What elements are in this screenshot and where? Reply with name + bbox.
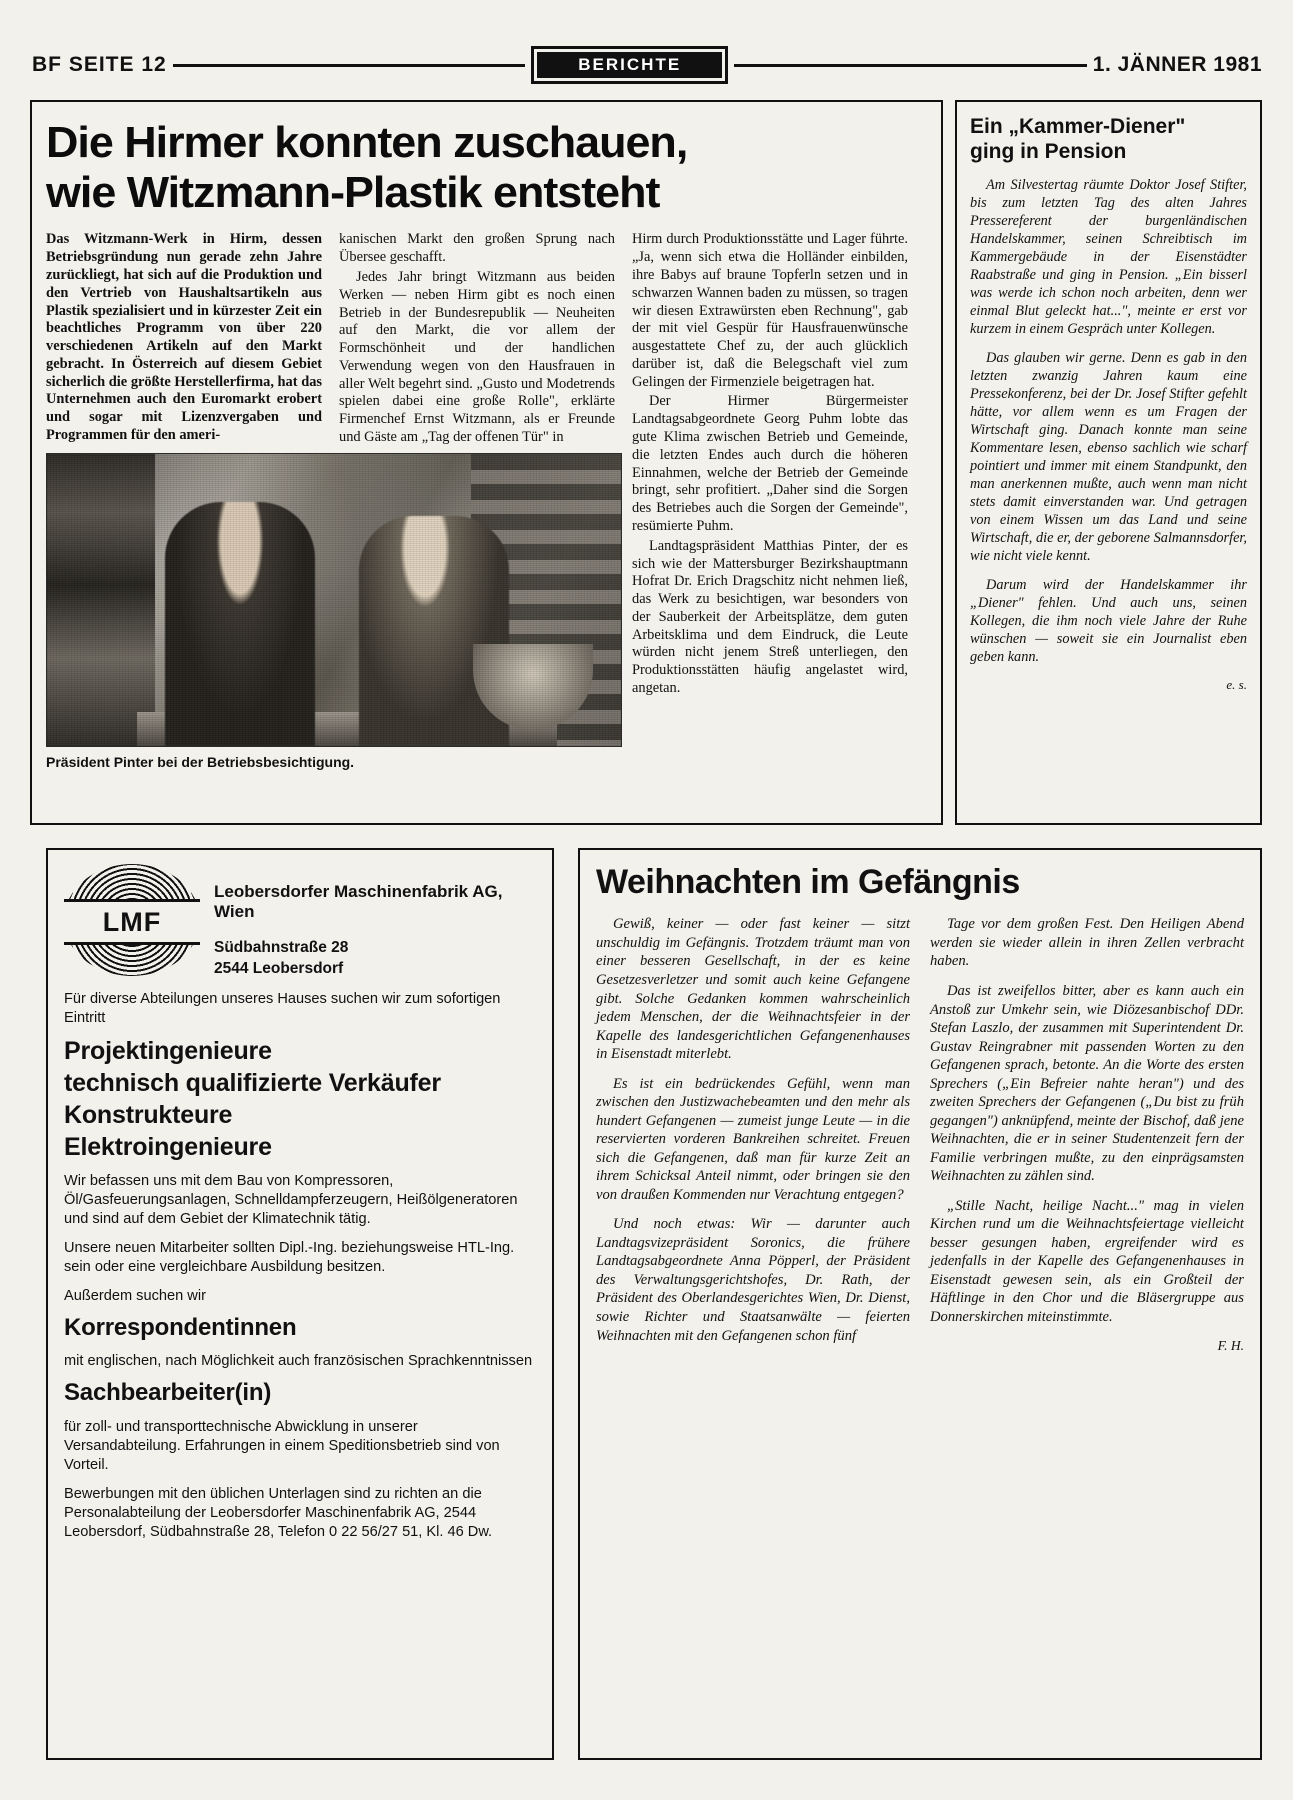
factory-visit-photo [46,453,622,747]
article-photo-block [46,453,620,770]
photo-grain-overlay [47,454,621,746]
ad-paragraph-3: Außerdem suchen wir [64,1287,206,1304]
job-title-projektingenieure: Projektingenieure [64,1036,272,1065]
paragraph: kanischen Markt den großen Sprung nach Übersee geschafft. [339,231,615,266]
ad-paragraph-6: Bewerbungen mit den üblichen Unterlagen sind zu richten an die Personalabteilung der Leobersdorfer Maschinenfabrik AG, 2544 Leobersdorf, Südbahnstraße 28, Telefon 0 22 56/27 51, Kl. 46 Dw. [64,1486,493,1540]
author-signature: F. H. [1217,1337,1244,1353]
ad-intro: Für diverse Abteilungen unseres Hauses suchen wir zum sofortigen Eintritt [64,990,501,1026]
paragraph: Das Witzmann-Werk in Hirm, dessen Betriebsgründung nun gerade zehn Jahre zurückliegt, hat sich auf die Produktion und den Vertrieb von Haushaltsartikeln aus Plastik spezialisiert und in kürzester Zeit ein beachtliches Programm von über 220 verschiedenen Artikeln auf den Markt gebracht. In Österreich auf diesem Gebiet sicherlich die größte Herstellerfirma, hat das Unternehmen auch den Euromarkt erobert und sogar mit Lizenzvergaben und Programmen für den ameri- [46,231,322,444]
photo-caption: Präsident Pinter bei der Betriebsbesichtigung. [46,753,355,770]
paragraph: Das glauben wir gerne. Denn es gab in den letzten zwanzig Jahren kaum eine Pressekonferenz, bei der Dr. Josef Stifter gefehlt hätte, vor allem wenn es um Fragen der Wirtschaft ging. Danach konnte man seine Kommentare lesen, ebenso sachlich wie scharf pointiert und immer mit einem Standpunkt, den man anerkennen mußte, auch wenn man nicht stets damit einverstanden war. Und getragen von einem Wissen um das Land und seine Wirtschaft, die er, der geborene Salmannsdorfer, wie nicht viele kennt. [970,350,1247,565]
column-1 [596,915,910,1356]
column-3 [632,231,908,769]
masthead-rule-left [173,64,526,67]
ad-paragraph-4: mit englischen, nach Möglichkeit auch französischen Sprachkenntnissen [64,1353,533,1370]
author-signature: e. s. [1226,677,1247,693]
article-weihnachten-columns [596,915,1244,1356]
company-name: Leobersdorfer Maschinenfabrik AG, Wien [214,882,503,921]
job-title-verkaeufer: technisch qualifizierte Verkäufer [64,1068,441,1097]
paragraph: Am Silvestertag räumte Doktor Josef Stifter, bis zum letzten Tag des alten Jahres Pressereferent der burgenländischen Handelskammer, seinen Schreibtisch im Kammergebäude in der Eisenstädter Raabstraße und ging in Pension. „Ein bisserl was werde ich schon noch arbeiten, denn wer einmal Blut geleckt hat...", meinte er erst vor kurzem in einem Gespräch unter Kollegen. [970,177,1247,338]
paragraph: Es ist ein bedrückendes Gefühl, wenn man zwischen den Justizwachebeamten und den mehr als hundert Gefangenen — zumeist junge Leute — in die reservierten vorderen Bankreihen schreitet. Freuen sich die Gefangenen, daß man für kurze Zeit an ihrem Schicksal Anteil nimmt, oder bringen sie den von draußen Kommenden nur Verachtung entgegen? [596,1075,910,1203]
paragraph: Gewiß, keiner — oder fast keiner — sitzt unschuldig im Gefängnis. Trotzdem träumt man von einer besseren Gesellschaft, in der es keine Gesetzesverletzer und somit auch keine Gefangene gibt. Solche Gedanken kommen wahrscheinlich jedem Menschen, der die Weihnachtsfeier in der Kapelle des landesgerichtlichen Gefangenenhauses in Eisenstadt miterlebt. [596,916,910,1063]
lmf-logo-icon [64,864,200,976]
paragraph: „Stille Nacht, heilige Nacht..." mag in vielen Kirchen rund um die Weihnachtsfeiertage vielleicht besser gesungen haben, ergreifender wird es jedenfalls in der Kapelle des Gefangenenhauses in Eisenstadt gewesen sein, als ein Großteil der Häftlinge in den Chor und die Bläsergruppe aus Donnerskirchen miteinstimmte. [930,1197,1244,1326]
paragraph: Darum wird der Handelskammer ihr „Diener" fehlen. Und auch uns, seinen Kollegen, die ihm noch viele Jahre der Ruhe wünschen — soweit sie ein Journalist eben geben kann. [970,577,1247,666]
section-badge: BERICHTE [531,46,728,84]
ad-paragraph-2: Unsere neuen Mitarbeiter sollten Dipl.-Ing. beziehungsweise HTL-Ing. sein oder eine vergleichbare Ausbildung besitzen. [64,1239,515,1275]
advertisement-lmf [46,848,554,1760]
article-kammer-headline [970,114,1247,164]
company-street: Südbahnstraße 28 [214,939,349,956]
job-title-konstrukteure: Konstrukteure [64,1100,233,1129]
column-1 [46,231,355,770]
masthead-rule-right [734,64,1087,67]
job-title-elektroingenieure: Elektroingenieure [64,1132,272,1161]
ad-header [64,864,536,980]
column-2 [930,915,1244,1356]
headline-line-2: wie Witzmann-Plastik entsteht [46,167,660,217]
page-number-label: BF SEITE 12 [32,53,167,76]
paragraph: Das ist zweifellos bitter, aber es kann auch ein Anstoß zur Umkehr sein, wie Diözesanbischof DDr. Stefan Laszlo, der zusammen mit Superintendent Dr. Gustav Reingrabner mit passenden Worten zu den Gefangenen sprach, betonte. An die Worte des ersten Sprechers („Ein Befreier nahte heran") und des zweiten Sprechers der Gefangenen („Du bist zu früh gegangen") anknüpfend, meinte der Bischof, daß jene Weihnachten, die er in seiner Studentenzeit fern der Familie verbringen mußte, zu den einprägsamsten Weihnachten zu zählen sind. [930,982,1244,1185]
logo-band [64,899,200,945]
ad-company-block [214,864,536,980]
logo-text: LMF [102,906,162,937]
paragraph: Der Hirmer Bürgermeister Landtagsabgeordnete Georg Puhm lobte das gute Klima zwischen Betrieb und Gemeinde, die letzten Endes auch durch die höheren Einnahmen, welche der Betrieb der Gemeinde bringt, sehr profitiert. „Daher sind die Sorgen des Betriebes auch die Sorgen der Gemeinde", resümierte Puhm. [632,393,908,534]
headline-line-2: ging in Pension [970,140,1127,164]
paragraph: Und noch etwas: Wir — darunter auch Landtagsvizepräsident Soronics, die frühere Landtagsabgeordnete Anna Pöpperl, der Präsident des Verwaltungsgerichtshofes, Dr. Rath, der Präsident des Oberlandesgerichtes Wien, Dr. Dienst, sowie Richter und Staatsanwälte — feierten Weihnachten mit den Gefangenen schon fünf [596,1216,910,1344]
article-weihnachten-headline: Weihnachten im Gefängnis [596,863,1020,901]
headline-line-1: Ein „Kammer-Diener" [970,115,1186,138]
article-weihnachten [578,848,1262,1760]
article-main-headline [46,118,945,217]
ad-paragraph-5: für zoll- und transporttechnische Abwicklung in unserer Versandabteilung. Erfahrungen in einem Speditionsbetrieb sind von Vorteil. [64,1419,500,1474]
job-title-korrespondentinnen: Korrespondentinnen [64,1313,297,1341]
paragraph: Hirm durch Produktionsstätte und Lager führte. „Ja, wenn sich etwa die Holländer einbilden, ihre Babys auf braune Topferln setzen und in schwarzen Wannen baden zu müssen, so tragen wir diesen Extrawürsten eben Rechnung", gab der mit viel Gespür für Hausfrauenwünsche ausgestattete Chef zu, der auch glücklich darüber ist, daß die Belegschaft viel zum Gelingen der Firmenziele beigetragen hat. [632,231,908,390]
issue-date: 1. JÄNNER 1981 [1092,53,1263,76]
masthead [32,44,1262,86]
headline-line-1: Die Hirmer konnten zuschauen, [46,118,688,167]
article-kammer-diener [955,100,1262,825]
paragraph: Jedes Jahr bringt Witzmann aus beiden Werken — neben Hirm gibt es noch einen Betrieb in der Bundesrepublik — Neuheiten auf den Markt, die vor allem der Formschönheit und der handlichen Verwendung wegen von den Hausfrauen in aller Welt begehrt sind. „Gusto und Modetrends spielen dabei eine große Rolle", erklärte Firmenchef Ernst Witzmann, als er Freunde und Gäste am „Tag der offenen Tür" in [339,269,615,446]
job-title-sachbearbeiter: Sachbearbeiter(in) [64,1379,272,1407]
paragraph: Tage vor dem großen Fest. Den Heiligen Abend werden sie wieder allein in ihren Zellen verbracht haben. [930,916,1244,970]
company-city: 2544 Leobersdorf [214,959,344,977]
article-kammer-body [970,176,1247,693]
article-main [30,100,943,825]
paragraph: Landtagspräsident Matthias Pinter, der es sich wie der Mattersburger Bezirkshauptmann Hofrat Dr. Erich Dragschitz nicht nehmen ließ, das Werk zu besichtigen, war besonders von der Sauberkeit der Arbeitsplätze, dem guten Arbeitsklima und dem Eindruck, die Leute würden nicht jenem Streß unterliegen, den Produktionsstätten häufig angelastet wird, angetan. [632,537,908,696]
article-main-columns [46,231,927,769]
ad-paragraph-1: Wir befassen uns mit dem Bau von Kompressoren, Öl/Gasfeuerungsanlagen, Schnelldampferzeugern, Heißölgeneratoren und sind auf dem Gebiet der Klimatechnik tätig. [64,1172,518,1227]
